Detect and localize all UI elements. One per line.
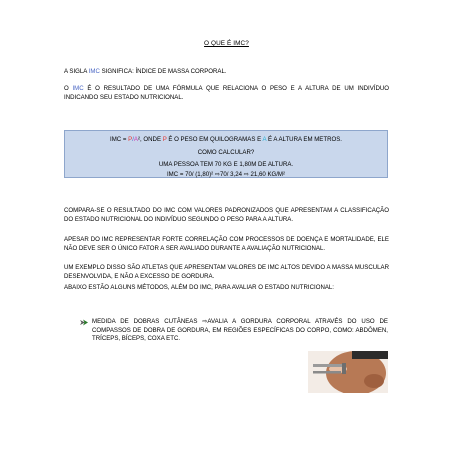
example-line: UMA PESSOA TEM 70 KG E 1,80M DE ALTURA. [158,161,294,168]
skinfold-caliper-photo [308,351,388,393]
bullet-text-skinfold: MEDIDA DE DOBRAS CUTÂNEAS ⇨AVALIA A GORDURA CORPORAL ATRAVÉS DO USO DE COMPASSOS DE DOBRA DE GORDURA, EM REGIÕES ESPECÍFICAS DO CORPO, COMO: ABDÔMEN, TRÍCEPS, BÍCEPS, COXA ETC. [92,318,388,343]
page-title: O QUE É IMC? [204,40,249,47]
paragraph-correlation: APESAR DO IMC REPRESENTAR FORTE CORRELAÇÃO COM PROCESSOS DE DOENÇA E MORTALIDADE, ELE NÃO DEVE SER O ÚNICO FATOR A SER AVALIADO DURANTE A AVALIAÇÃO NUTRICIONAL. [64,236,389,252]
formula-line: IMC = P/A², ONDE P É O PESO EM QUILOGRAMAS E A É A ALTURA EM METROS. [110,136,342,143]
formula-box [64,130,388,178]
paragraph-methods: ABAIXO ESTÃO ALGUNS MÉTODOS, ALÉM DO IMC, PARA AVALIAR O ESTADO NUTRICIONAL: [64,284,334,291]
paragraph-compare: COMPARA-SE O RESULTADO DO IMC COM VALORES PADRONIZADOS QUE APRESENTAM A CLASSIFICAÇÃO DO ESTADO NUTRICIONAL DO INDIVÍDUO SEGUNDO O PESO PARA A ALTURA. [64,207,389,223]
arrow-bullet-icon [80,319,88,326]
calculation-line: IMC = 70/ (1,80)² ⇨70/ 3,24 ⇨ 21,60 KG/M² [166,171,286,178]
imc-highlight: IMC [72,85,84,92]
paragraph-sigla: A SIGLA IMC SIGNIFICA: ÍNDICE DE MASSA CORPORAL. [64,68,227,75]
paragraph-athletes: UM EXEMPLO DISSO SÃO ATLETAS QUE APRESENTAM VALORES DE IMC ALTOS DEVIDO A MASSA MUSCULAR DESENVOLVIDA, E NÃO A EXCESSO DE GORDURA. [64,264,389,280]
imc-highlight: IMC [88,68,100,75]
paragraph-definition: O IMC É O RESULTADO DE UMA FÓRMULA QUE RELACIONA O PESO E A ALTURA DE UM INDIVÍDUO INDICANDO SEU ESTADO NUTRICIONAL. [64,85,390,101]
how-to-calculate: COMO CALCULAR? [197,149,255,156]
